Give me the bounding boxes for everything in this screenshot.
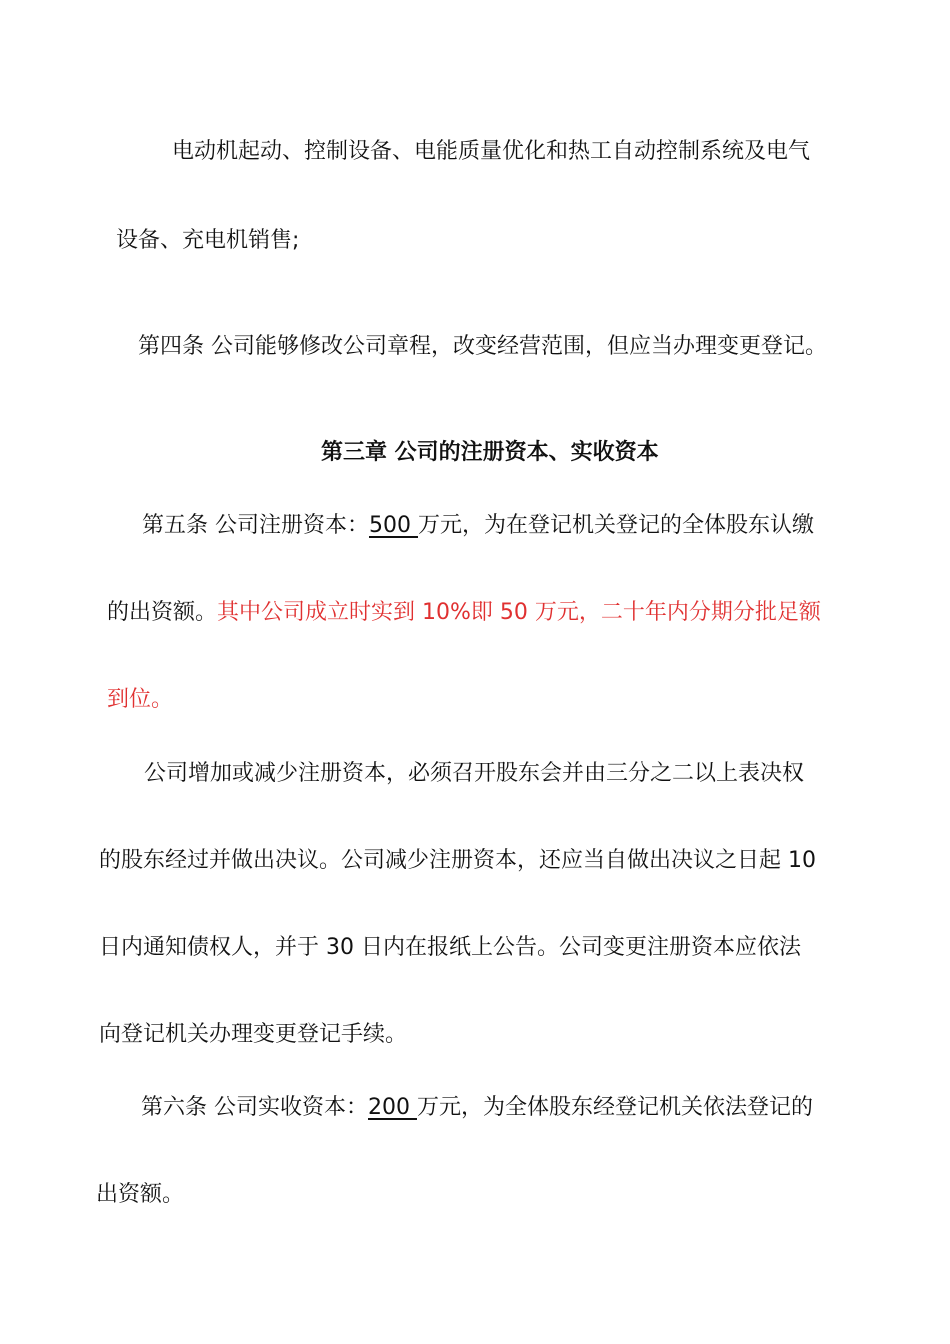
chapter-3-title: 第三章 公司的注册资本、实收资本 [321,440,659,465]
article-6-prefix: 第六条 公司实收资本： [141,1095,368,1120]
article-6-line-2: 出资额。 [96,1182,185,1207]
article-5-prefix: 第五条 公司注册资本： [142,513,369,538]
article-6-suffix: 万元，为全体股东经登记机关依法登记的 [416,1095,813,1120]
business-scope-line-1: 电动机起动、控制设备、电能质量优化和热工自动控制系统及电气 [172,139,811,164]
article-4: 第四条 公司能够修改公司章程，改变经营范围，但应当办理变更登记。 [138,334,827,359]
capital-change-line-1: 公司增加或减少注册资本，必须召开股东会并由三分之二以上表决权 [144,761,805,786]
article-5-line-2-highlight: 其中公司成立时实到 10%即 50 万元，二十年内分期分批足额 [217,600,821,625]
capital-change-line-4: 向登记机关办理变更登记手续。 [99,1022,408,1047]
capital-change-line-2: 的股东经过并做出决议。公司减少注册资本，还应当自做出决议之日起 10 [99,848,816,873]
article-5-line-2-normal: 的出资额。 [107,600,218,625]
article-6-amount: 200 [368,1095,417,1120]
article-5-line-1 [142,511,814,541]
article-5-line-2 [107,598,821,628]
article-5-line-3-highlight: 到位。 [107,687,174,712]
capital-change-line-3: 日内通知债权人，并于 30 日内在报纸上公告。公司变更注册资本应依法 [99,935,801,960]
article-5-amount: 500 [369,513,418,538]
article-5-suffix: 万元，为在登记机关登记的全体股东认缴 [417,513,814,538]
business-scope-line-2: 设备、充电机销售; [116,228,300,253]
article-6-line-1 [141,1093,813,1123]
